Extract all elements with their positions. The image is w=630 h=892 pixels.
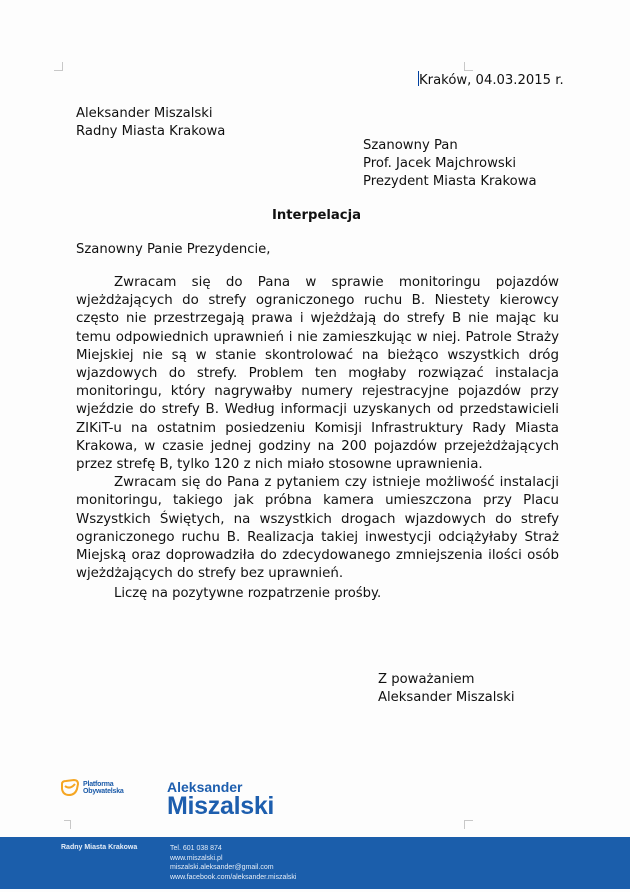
footer-role: Radny Miasta Krakowa <box>61 844 138 851</box>
party-name-line2: Obywatelska <box>83 788 124 795</box>
recipient-title: Prezydent Miasta Krakowa <box>363 174 537 189</box>
brand-first-name: Aleksander <box>167 779 243 795</box>
subject-text: Interpelacja <box>271 208 362 223</box>
letterhead-footer <box>0 837 630 889</box>
letter-closing: Liczę na pozytywne rozpatrzenie prośby. <box>114 586 382 601</box>
party-logo <box>60 779 124 797</box>
footer-contacts <box>170 844 296 882</box>
recipient-block <box>363 137 537 191</box>
page-margin-corner-bottom-left <box>64 820 71 829</box>
footer-website-link[interactable]: www.miszalski.pl <box>170 854 223 862</box>
sender-name: Aleksander Miszalski <box>76 106 213 121</box>
letter-subject <box>0 207 630 225</box>
body-paragraph: Zwracam się do Pana z pytaniem czy istnieje możliwość instalacji monitoringu, takiego jak próbna kamera umieszczona przy Placu Wszystkich Świętych, na wszystkich drogach wjazdowych do strefy ograniczonego ruchu B. Realizacja takiej inwestycji odciążyłaby Straż Miejską oraz doprowadziła do zdecydowanego zmniejszenia ilości osób wjeżdżających do strefy bez uprawnień. <box>76 475 559 582</box>
page-margin-corner-top-right <box>464 62 473 71</box>
signature-regards: Z poważaniem <box>378 672 475 687</box>
page-margin-corner-top-left <box>54 62 63 71</box>
brand-name <box>167 780 274 818</box>
letter-body <box>76 274 559 583</box>
signature-block <box>378 671 515 707</box>
recipient-salutation: Szanowny Pan <box>363 138 458 153</box>
body-paragraph: Zwracam się do Pana w sprawie monitoringu pojazdów wjeżdżających do strefy ograniczonego ruchu B. Niestety kierowcy często nie przestrzegają prawa i wjeżdżają do strefy B nie mając ku temu odpowiednich uprawnień i nie zamieszkując w niej. Patrole Straży Miejskiej nie są w stanie skontrolować na bieżąco wszystkich dróg wjazdowych do strefy. Problem ten mogłaby rozwiązać instalacja monitoringu, który nagrywałby numery rejestracyjne pojazdów przy wjeździe do strefy B. Według informacji uzyskanych od przedstawicieli ZIKiT-u na ostatnim posiedzeniu Komisji Infrastruktury Rady Miasta Krakowa, w czasie jednej godziny na 200 pojazdów przejeżdżających przez strefę B, tylko 120 z nich miało stosowne uprawnienia. <box>76 275 559 473</box>
letter-date[interactable] <box>418 71 564 90</box>
sender-title: Radny Miasta Krakowa <box>76 124 226 139</box>
platforma-obywatelska-logo-icon <box>60 779 80 797</box>
party-name-line1: Platforma <box>83 781 114 788</box>
sender-block <box>76 105 225 141</box>
footer-email-link[interactable]: miszalski.aleksander@gmail.com <box>170 864 274 871</box>
footer-facebook-link[interactable]: www.facebook.com/aleksander.miszalski <box>170 873 297 881</box>
page-margin-corner-bottom-right <box>464 820 473 829</box>
letter-greeting: Szanowny Panie Prezydencie, <box>76 242 271 257</box>
footer-phone: Tel. 601 038 874 <box>170 845 222 852</box>
date-text: Kraków, 04.03.2015 r. <box>419 73 564 88</box>
signature-name: Aleksander Miszalski <box>378 690 515 705</box>
brand-last-name: Miszalski <box>167 792 275 820</box>
recipient-name: Prof. Jacek Majchrowski <box>363 156 517 171</box>
